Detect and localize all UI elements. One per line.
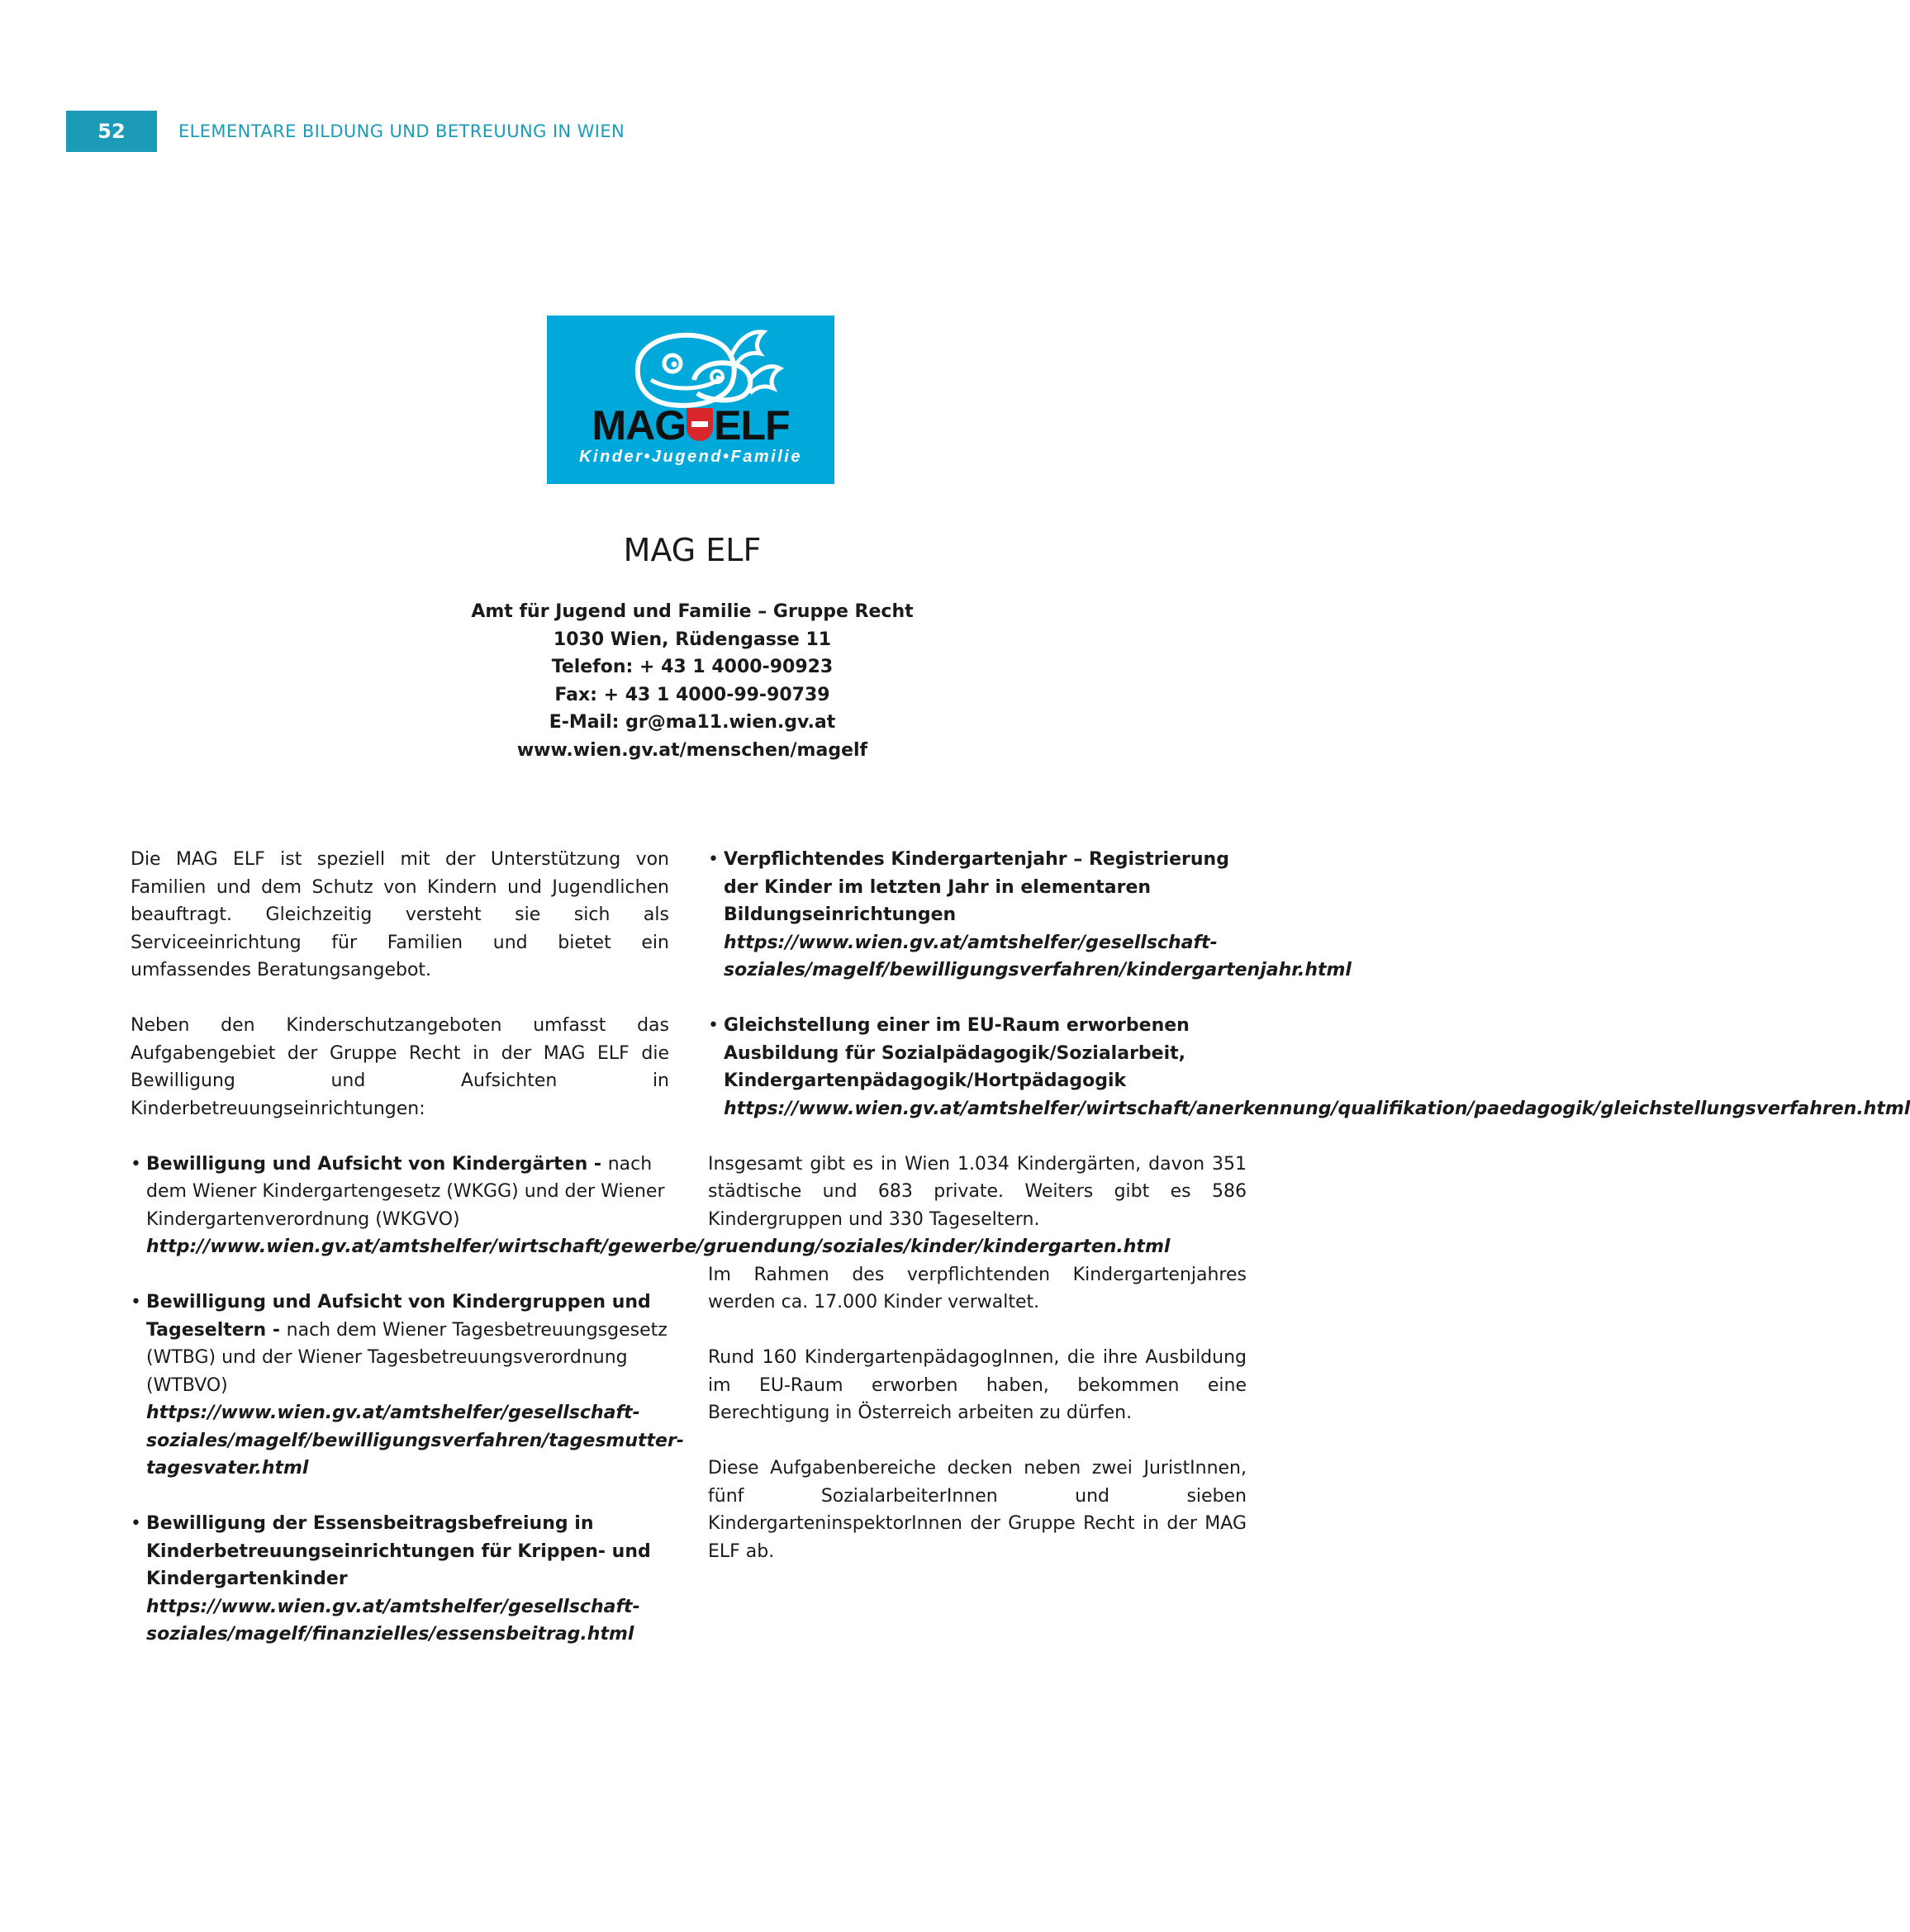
bullet-heading: Bewilligung und Aufsicht von Kindergärten - <box>146 1153 608 1175</box>
bullet-link[interactable]: https://www.wien.gv.at/amtshelfer/gesellschaft-soziales/magelf/bewilligungsverfahren/tagesmutter-tagesvater.html <box>146 1403 684 1479</box>
logo-wordmark <box>547 402 834 449</box>
bullet-item <box>131 1289 684 1483</box>
paragraph: Rund 160 KindergartenpädagogInnen, die ihre Ausbildung im EU-Raum erworben haben, bekommen eine Berechtigung in Österreich arbeiten zu dürfen. <box>708 1347 1247 1423</box>
bullet-dot-icon: • <box>131 1153 141 1175</box>
bullet-item <box>131 1510 669 1649</box>
contact-phone: Telefon: + 43 1 4000-90923 <box>551 657 834 677</box>
paragraph: Diese Aufgabenbereiche decken neben zwei JuristInnen, fünf SozialarbeiterInnen und sieben KindergarteninspektorInnen der Gruppe Recht in der MAG ELF ab. <box>708 1458 1247 1562</box>
bullet-item <box>708 846 1352 985</box>
contact-fax: Fax: + 43 1 4000-99-90739 <box>554 684 830 705</box>
right-column <box>708 846 1910 1593</box>
bullet-item <box>708 1012 1910 1123</box>
bullet-heading: Verpflichtendes Kindergartenjahr – Registrierung der Kinder im letzten Jahr in elementaren Bildungseinrichtungen <box>724 849 1229 925</box>
contact-address: 1030 Wien, Rüdengasse 11 <box>553 629 832 650</box>
bullet-link[interactable]: http://www.wien.gv.at/amtshelfer/wirtschaft/gewerbe/gruendung/soziales/kinder/kindergarten.html <box>146 1237 1171 1257</box>
bullet-dot-icon: • <box>708 849 719 870</box>
logo-word-right: ELF <box>714 402 790 449</box>
logo-word-left: MAG <box>592 402 687 449</box>
bullet-heading: Bewilligung und Aufsicht von Kindergruppen und Tageseltern - <box>146 1292 651 1341</box>
page-number: 52 <box>66 111 157 152</box>
paragraph: Neben den Kinderschutzangeboten umfasst das Aufgabengebiet der Gruppe Recht in der MAG ELF die Bewilligung und Aufsichten in Kinderbetreuungseinrichtungen: <box>131 1015 669 1119</box>
bullet-link[interactable]: https://www.wien.gv.at/amtshelfer/wirtschaft/anerkennung/qualifikation/paedagogik/gleichstellungsverfahren.html <box>724 1098 1910 1119</box>
bullet-dot-icon: • <box>131 1292 141 1313</box>
contact-block <box>0 598 1385 764</box>
bullet-text: nach dem Wiener Tagesbetreuungsgesetz (WTBG) und der Wiener Tagesbetreuungsverordnung (WTBVO) <box>146 1319 668 1396</box>
bullet-link[interactable]: https://www.wien.gv.at/amtshelfer/gesellschaft-soziales/magelf/bewilligungsverfahren/kindergartenjahr.html <box>724 932 1352 980</box>
page-header <box>66 111 625 152</box>
bullet-text: nach dem Wiener Kindergartengesetz (WKGG) und der Wiener Kindergartenverordnung (WKGVO) <box>146 1153 665 1230</box>
logo-tagline: Kinder•Jugend•Familie <box>579 448 802 466</box>
vienna-cross-icon <box>687 408 713 441</box>
contact-department: Amt für Jugend und Familie – Gruppe Recht <box>471 601 914 622</box>
paragraph: Insgesamt gibt es in Wien 1.034 Kindergärten, davon 351 städtische und 683 private. Weiters gibt es 586 Kindergruppen und 330 Tageseltern. <box>708 1153 1247 1230</box>
bullet-dot-icon: • <box>131 1513 141 1534</box>
paragraph: Die MAG ELF ist speziell mit der Unterstützung von Familien und dem Schutz von Kindern und Jugendlichen beauftragt. Gleichzeitig versteht sie sich als Serviceeinrichtung für Familien und bietet ein umfassendes Beratungsangebot. <box>131 849 669 980</box>
running-title: ELEMENTARE BILDUNG UND BETREUUNG IN WIEN <box>178 121 625 141</box>
bullet-heading: Bewilligung der Essensbeitragsbefreiung in Kinderbetreuungseinrichtungen für Krippen- und Kindergartenkinder <box>146 1513 651 1589</box>
contact-website: www.wien.gv.at/menschen/magelf <box>516 739 868 761</box>
paragraph: Im Rahmen des verpflichtenden Kindergartenjahres werden ca. 17.000 Kinder verwaltet. <box>708 1264 1247 1313</box>
bullet-dot-icon: • <box>708 1015 719 1036</box>
contact-email: E-Mail: gr@ma11.wien.gv.at <box>549 712 836 733</box>
bullet-heading: Gleichstellung einer im EU-Raum erworbenen Ausbildung für Sozialpädagogik/Sozialarbeit, Kindergartenpädagogik/Hortpädagogik <box>724 1015 1190 1091</box>
mag-elf-logo <box>547 316 834 484</box>
bullet-link[interactable]: https://www.wien.gv.at/amtshelfer/gesellschaft-soziales/magelf/finanzielles/essensbeitrag.html <box>146 1596 640 1645</box>
org-title: MAG ELF <box>623 532 762 568</box>
